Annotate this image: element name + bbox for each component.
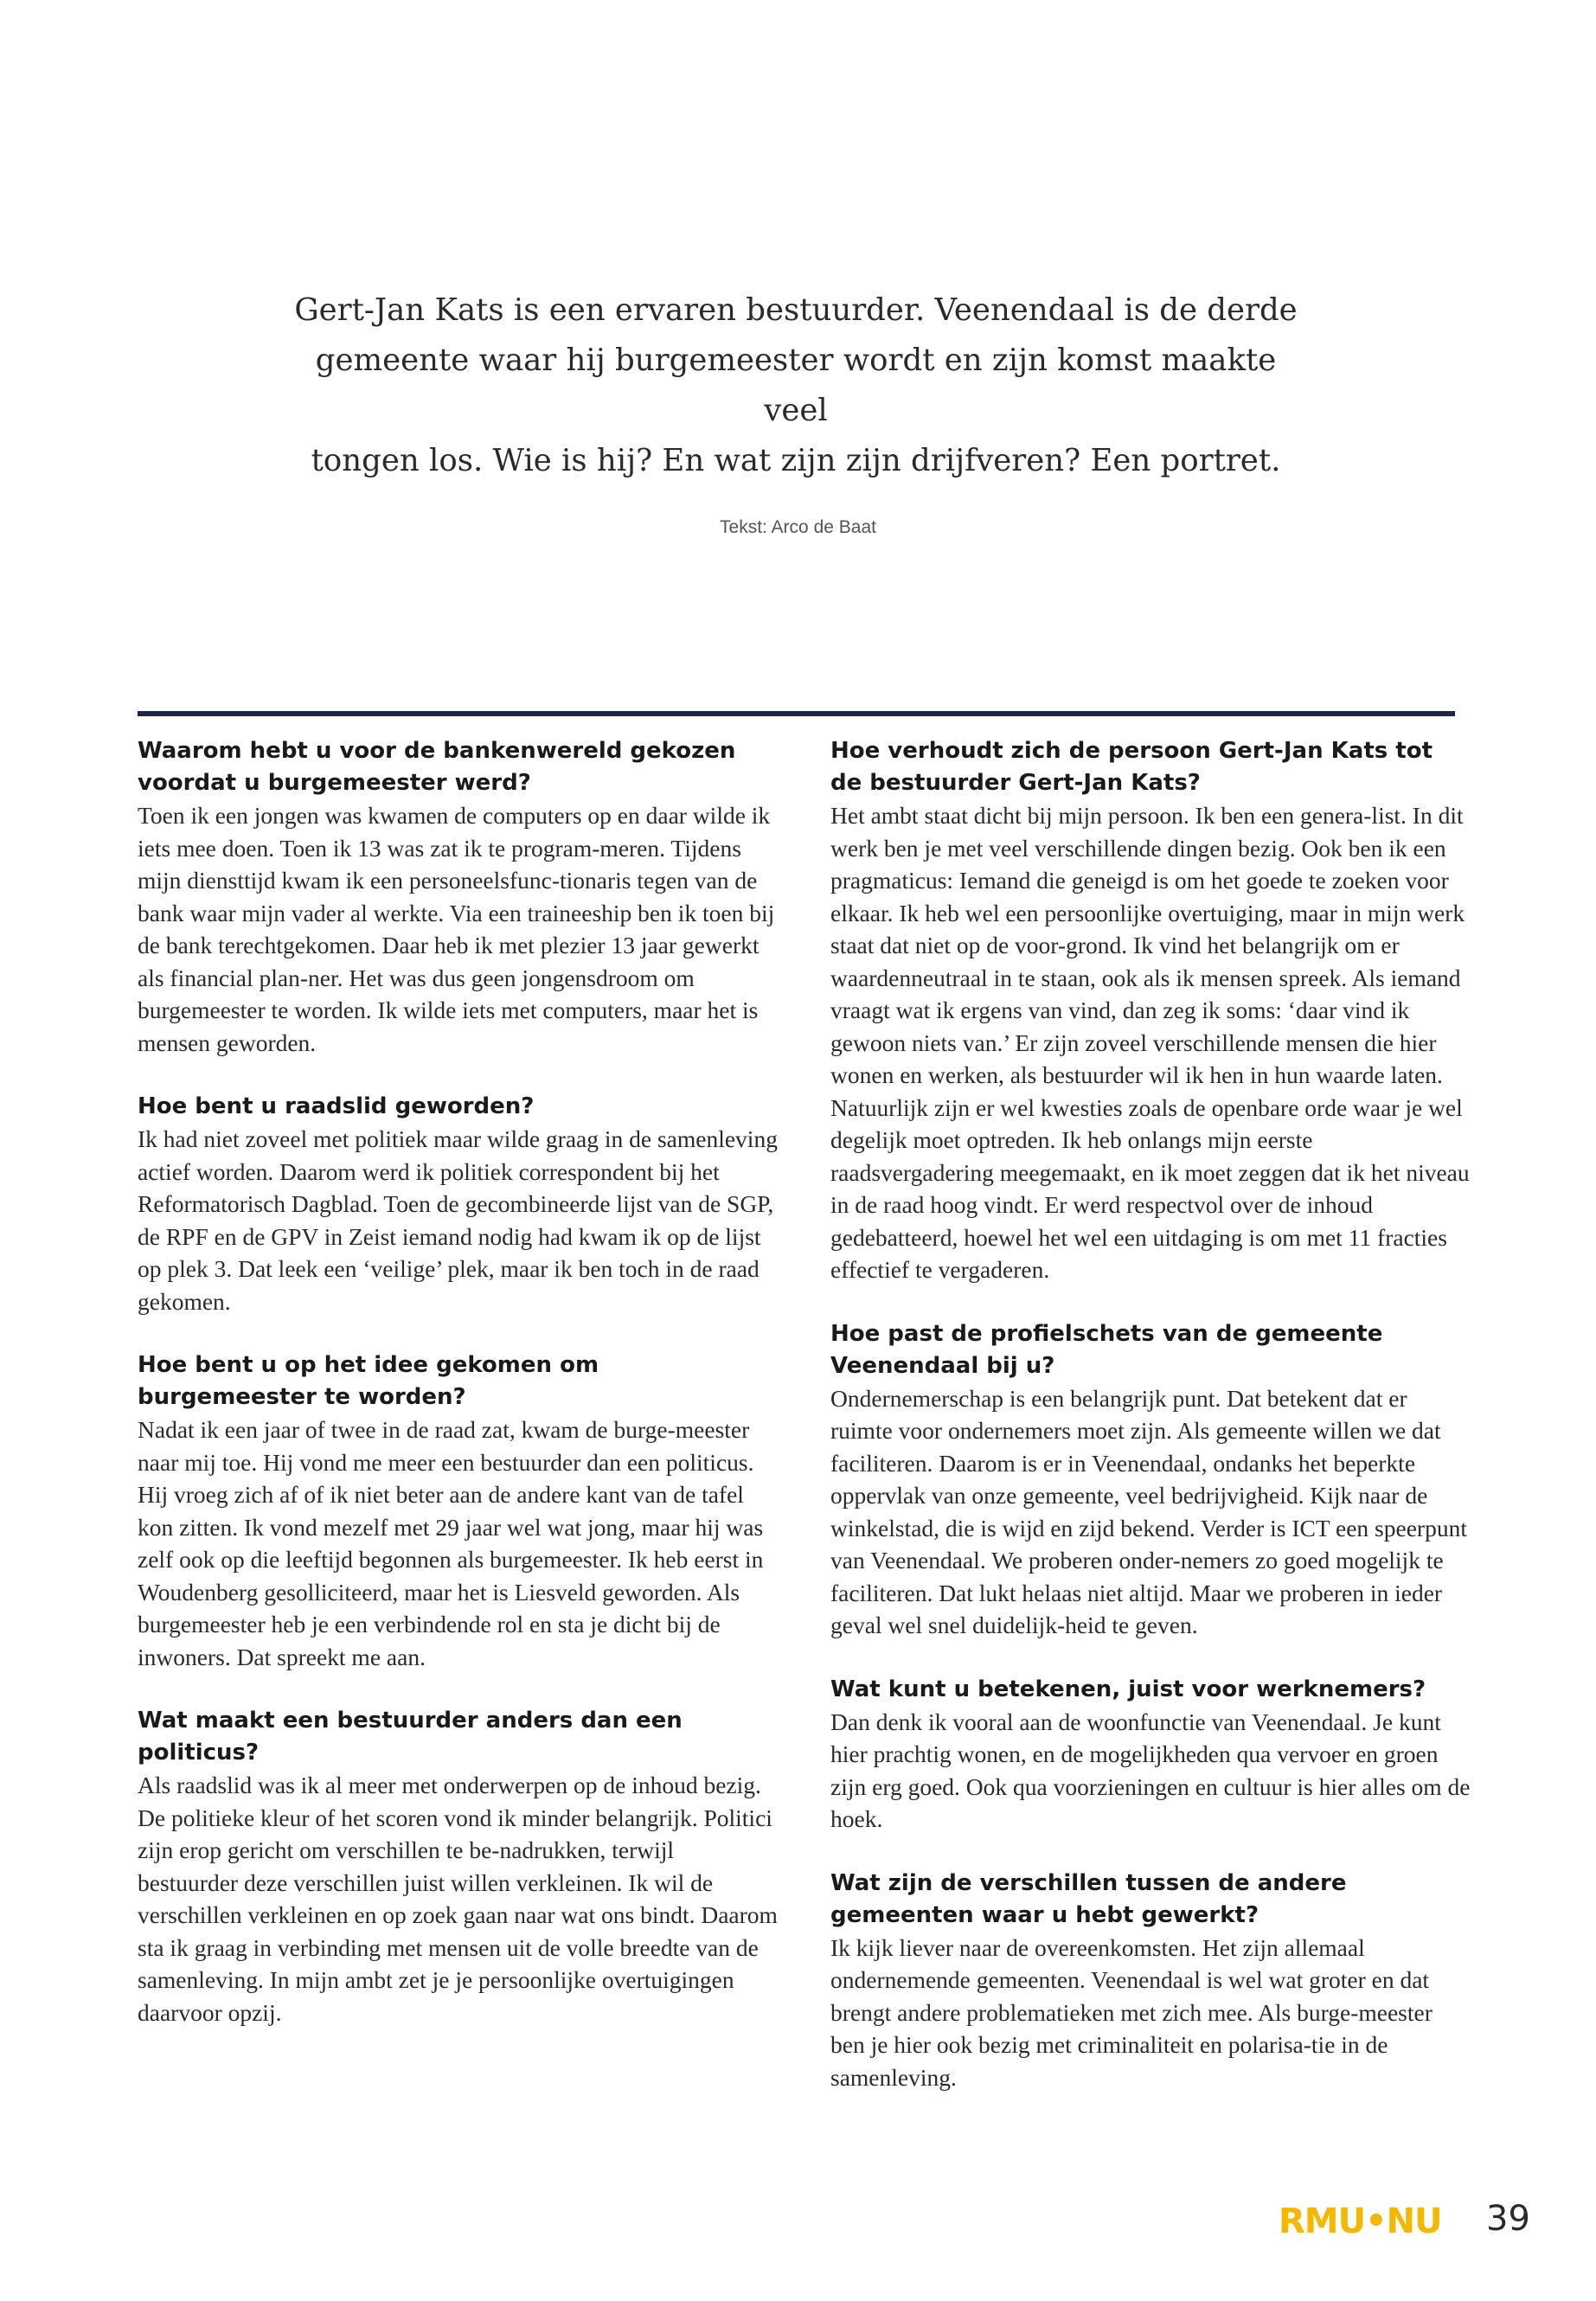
page-number: 39 <box>1486 2199 1530 2239</box>
answer-text: Dan denk ik vooral aan de woonfunctie van Veenendaal. Je kunt hier prachtig wonen, en de mogelijkheden qua vervoer en groen zijn erg goed. Ook qua voorzieningen en cultuur is hier alles om de hoek. <box>830 1708 1471 1832</box>
intro-line-2: gemeente waar hij burgemeester wordt en zijn komst maakte veel <box>315 343 1277 428</box>
left-column <box>138 735 778 2061</box>
qa-block <box>138 1705 778 2029</box>
qa-block <box>830 735 1471 1286</box>
section-divider <box>138 711 1455 716</box>
rmu-nu-logo: RMU•NU <box>1279 2202 1442 2241</box>
author-credit: Tekst: Arco de Baat <box>720 517 876 537</box>
answer-text: Als raadslid was ik al meer met onderwerpen op de inhoud bezig. De politieke kleur of het scoren vond ik minder belangrijk. Politici zijn erop gericht om verschillen te be-nadrukken, terwijl bestuurder deze verschillen juist willen verkleinen. Ik wil de verschillen verkleinen en op zoek gaan naar wat ons bindt. Daarom sta ik graag in verbinding met mensen uit de volle breedte van de samenleving. In mijn ambt zet je je persoonlijke overtuigingen daarvoor opzij. <box>138 1772 778 2026</box>
intro-line-1: Gert-Jan Kats is een ervaren bestuurder. Veenendaal is de derde <box>294 292 1298 328</box>
question-heading: Wat kunt u betekenen, juist voor werknemers? <box>830 1676 1426 1702</box>
right-column <box>830 735 1471 2125</box>
intro-line-3: tongen los. Wie is hij? En wat zijn zijn drijfveren? Een portret. <box>311 443 1281 478</box>
question-heading: Hoe past de profielschets van de gemeente Veenendaal bij u? <box>830 1320 1383 1379</box>
qa-block <box>830 1318 1471 1642</box>
answer-text: Toen ik een jongen was kwamen de computers op en daar wilde ik iets mee doen. Toen ik 13 was zat ik te program-meren. Tijdens mijn diensttijd kwam ik een personeelsfunc-tionaris tegen van de bank waar mijn vader al werkte. Via een traineeship ben ik toen bij de bank terechtgekomen. Daar heb ik met plezier 13 jaar gewerkt als financial plan-ner. Het was dus geen jongensdroom om burgemeester te worden. Ik wilde iets met computers, maar het is mensen geworden. <box>138 802 775 1056</box>
answer-text: Ondernemerschap is een belangrijk punt. Dat betekent dat er ruimte voor ondernemers moet zijn. Als gemeente willen we dat faciliteren. Daarom is er in Veenendaal, ondanks het beperkte oppervlak van onze gemeente, veel bedrijvigheid. Kijk naar de winkelstad, die is wijd en zijd bekend. Verder is ICT een speerpunt van Veenendaal. We proberen onder-nemers zo goed mogelijk te faciliteren. Dat lukt helaas niet altijd. Maar we proberen in ieder geval wel snel duidelijk-heid te geven. <box>830 1384 1467 1638</box>
question-heading: Hoe bent u raadslid geworden? <box>138 1093 535 1119</box>
answer-text: Nadat ik een jaar of twee in de raad zat, kwam de burge-meester naar mij toe. Hij vond me meer een bestuurder dan een politicus. Hij vroeg zich af of ik niet beter aan de andere kant van de tafel kon zitten. Ik vond mezelf met 29 jaar wel wat jong, maar hij was zelf ook op die leeftijd begonnen als burgemeester. Ik heb eerst in Woudenberg gesolliciteerd, maar het is Liesveld geworden. Als burgemeester heb je een verbindende rol en sta je dicht bij de inwoners. Dat spreekt me aan. <box>138 1416 764 1670</box>
answer-text: Ik kijk liever naar de overeenkomsten. Het zijn allemaal ondernemende gemeenten. Veenendaal is wel wat groter en dat brengt andere problematieken met zich mee. Als burge-meester ben je hier ook bezig met criminaliteit en polarisa-tie in de samenleving. <box>830 1933 1433 2091</box>
question-heading: Waarom hebt u voor de bankenwereld gekozen voordat u burgemeester werd? <box>138 738 736 796</box>
question-heading: Hoe bent u op het idee gekomen om burgemeester te worden? <box>138 1352 599 1410</box>
intro-lead <box>294 285 1298 486</box>
qa-block <box>830 1868 1471 2094</box>
answer-text: Het ambt staat dicht bij mijn persoon. Ik ben een genera-list. In dit werk ben je met veel verschillende dingen bezig. Ook ben ik een pragmaticus: Iemand die geneigd is om het goede te zoeken voor elkaar. Ik heb wel een persoonlijke overtuiging, maar in mijn werk staat dat niet op de voor-grond. Ik vind het belangrijk om er waardenneutraal in te staan, ook als ik mensen spreek. Als iemand vraagt wat ik ergens van vind, dan zeg ik soms: ‘daar vind ik gewoon niets van.’ Er zijn zoveel verschillende mensen die hier wonen en werken, als bestuurder wil ik hen in hun waarde laten. Natuurlijk zijn er wel kwesties zoals de openbare orde waar je wel degelijk moet optreden. Ik heb onlangs mijn eerste raadsvergadering meegemaakt, en ik moet zeggen dat ik het niveau in de raad hoog vindt. Er werd respectvol over de inhoud gedebatteerd, hoewel het wel een uitdaging is om met 11 fracties effectief te vergaderen. <box>830 802 1470 1283</box>
question-heading: Wat zijn de verschillen tussen de andere gemeenten waar u hebt gewerkt? <box>830 1869 1347 1928</box>
question-heading: Hoe verhoudt zich de persoon Gert-Jan Kats tot de bestuurder Gert-Jan Kats? <box>830 738 1433 796</box>
qa-block <box>830 1674 1471 1836</box>
qa-block <box>138 1091 778 1317</box>
question-heading: Wat maakt een bestuurder anders dan een politicus? <box>138 1708 683 1766</box>
qa-block <box>138 735 778 1059</box>
qa-block <box>138 1349 778 1673</box>
answer-text: Ik had niet zoveel met politiek maar wilde graag in de samenleving actief worden. Daarom werd ik politiek correspondent bij het Reformatorisch Dagblad. Toen de gecombineerde lijst van de SGP, de RPF en de GPV in Zeist iemand nodig had kwam ik op de lijst op plek 3. Dat leek een ‘veilige’ plek, maar ik ben toch in de raad gekomen. <box>138 1125 778 1315</box>
